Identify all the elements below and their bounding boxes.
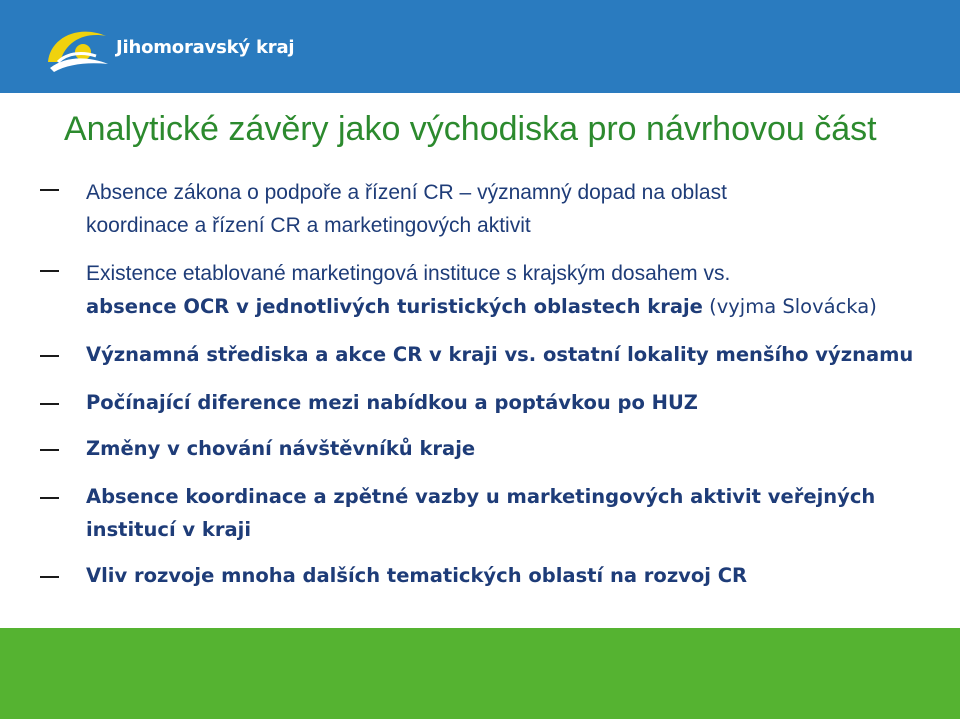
bullet-line: Významná střediska a akce CR v kraji vs. ostatní lokality menšího významu [86, 343, 914, 366]
bullet-text [86, 432, 946, 465]
bullet-line: Vliv rozvoje mnoha dalších tematických oblastí na rozvoj CR [86, 564, 748, 587]
bullet-dash [40, 355, 59, 357]
bullet-line: Absence zákona o podpoře a řízení CR – významný dopad na oblast [86, 181, 727, 204]
bullet-line: Změny v chování návštěvníků kraje [86, 437, 476, 460]
bullet-line: Absence koordinace a zpětné vazby u marketingových aktivit veřejných [86, 485, 876, 508]
bullet-line: Existence etablované marketingová instituce s krajským dosahem vs. [86, 262, 731, 285]
bullet-line: Počínající diference mezi nabídkou a poptávkou po HUZ [86, 391, 698, 414]
bullet-dash [40, 576, 59, 578]
bullet-text [86, 176, 946, 242]
bullet-line-suffix: (vyjma Slovácka) [702, 295, 877, 318]
bullet-line: koordinace a řízení CR a marketingových aktivit [86, 214, 531, 237]
slide-title: Analytické závěry jako východiska pro návrhovou část [64, 110, 877, 148]
bullet-text [86, 559, 946, 592]
bullet-dash [40, 497, 59, 499]
bullet-text [86, 257, 946, 323]
bullet-line: institucí v kraji [86, 518, 252, 541]
bullet-text [86, 386, 946, 419]
bullet-dash [40, 403, 59, 405]
bullet-text [86, 480, 946, 546]
bullet-text [86, 338, 946, 371]
bullet-dash [40, 189, 59, 191]
footer-band [0, 628, 960, 719]
bullet-dash [40, 270, 59, 272]
bullet-dash [40, 449, 59, 451]
bullet-line [86, 290, 946, 323]
bullet-line-bold: absence OCR v jednotlivých turistických oblastech kraje [86, 295, 703, 318]
logo-text: Jihomoravský kraj [116, 37, 295, 58]
